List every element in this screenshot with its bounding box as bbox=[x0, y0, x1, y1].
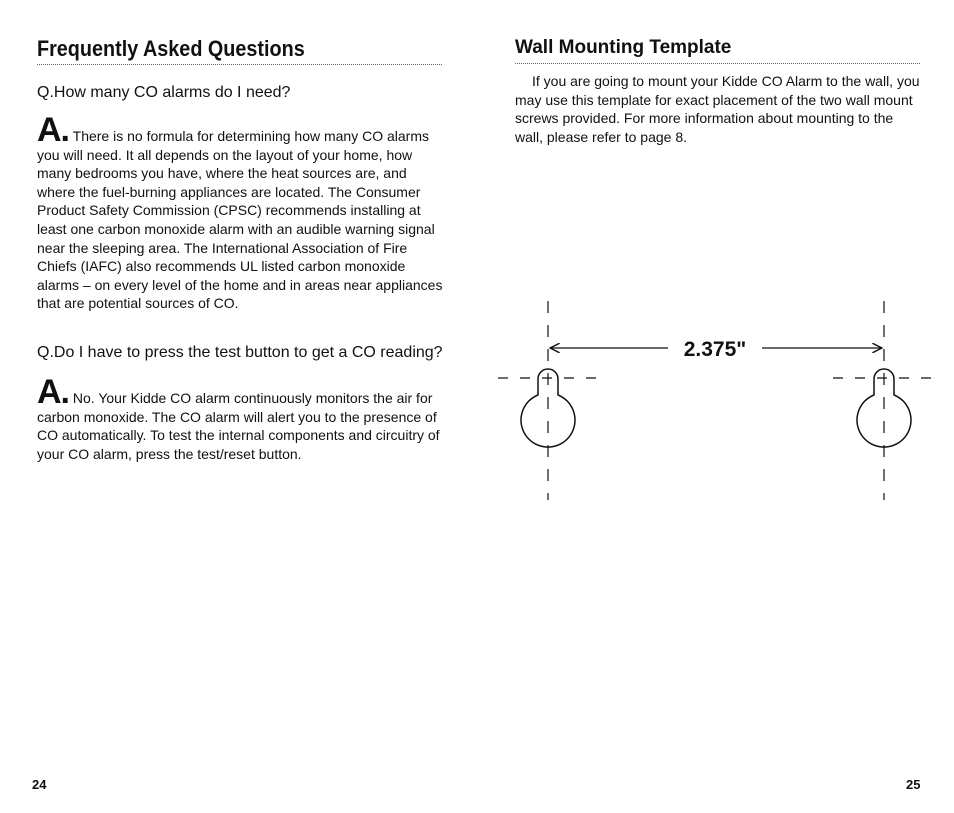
page-number-left: 24 bbox=[32, 777, 47, 792]
faq-heading-rule bbox=[37, 64, 442, 65]
template-heading: Wall Mounting Template bbox=[515, 37, 732, 58]
question-1 bbox=[37, 84, 290, 102]
right-keyhole bbox=[833, 301, 940, 500]
template-heading-rule bbox=[515, 63, 920, 64]
answer-1-text: There is no formula for determining how many CO alarms you will need. It all depends on the layout of your home, how many bedrooms you have, where the heat sources are, and where the fuel-burning appliances are located. The Consumer Product Safety Commission (CPSC) recommends installing at least one carbon monoxide alarm with an audible warning signal near the sleeping area. The International Association of Fire Chiefs (IAFC) also recommends UL listed carbon monoxide alarms – on every level of the home and in areas near appliances that are potential sources of CO. bbox=[37, 128, 443, 312]
question-2 bbox=[37, 344, 443, 362]
a-letter: A. bbox=[37, 111, 69, 149]
left-page bbox=[32, 0, 445, 813]
answer-2-text: No. Your Kidde CO alarm continuously monitors the air for carbon monoxide. The CO alarm will alert you to the presence of CO automatically. To test the internal components and circuitry of your CO alarm, press the test/reset button. bbox=[37, 390, 440, 462]
left-keyhole bbox=[498, 301, 602, 500]
faq-heading: Frequently Asked Questions bbox=[37, 36, 305, 61]
answer-1 bbox=[37, 111, 447, 313]
mounting-template-diagram bbox=[490, 295, 950, 510]
answer-2-paragraph bbox=[37, 373, 447, 463]
answer-1-paragraph bbox=[37, 111, 447, 313]
page-number-right: 25 bbox=[906, 777, 921, 792]
q-letter: Q. bbox=[37, 84, 54, 101]
q-letter: Q. bbox=[37, 344, 54, 361]
question-2-text: Do I have to press the test button to get a CO reading? bbox=[53, 344, 443, 361]
answer-2 bbox=[37, 373, 447, 463]
a-letter: A. bbox=[37, 373, 69, 411]
template-intro: If you are going to mount your Kidde CO Alarm to the wall, you may use this template for exact placement of the two wall mount screws provided. For more information about mounting to the wall, please refer to page 8. bbox=[515, 73, 920, 145]
question-1-text: How many CO alarms do I need? bbox=[53, 84, 291, 101]
dimension-label: 2.375" bbox=[683, 338, 747, 361]
